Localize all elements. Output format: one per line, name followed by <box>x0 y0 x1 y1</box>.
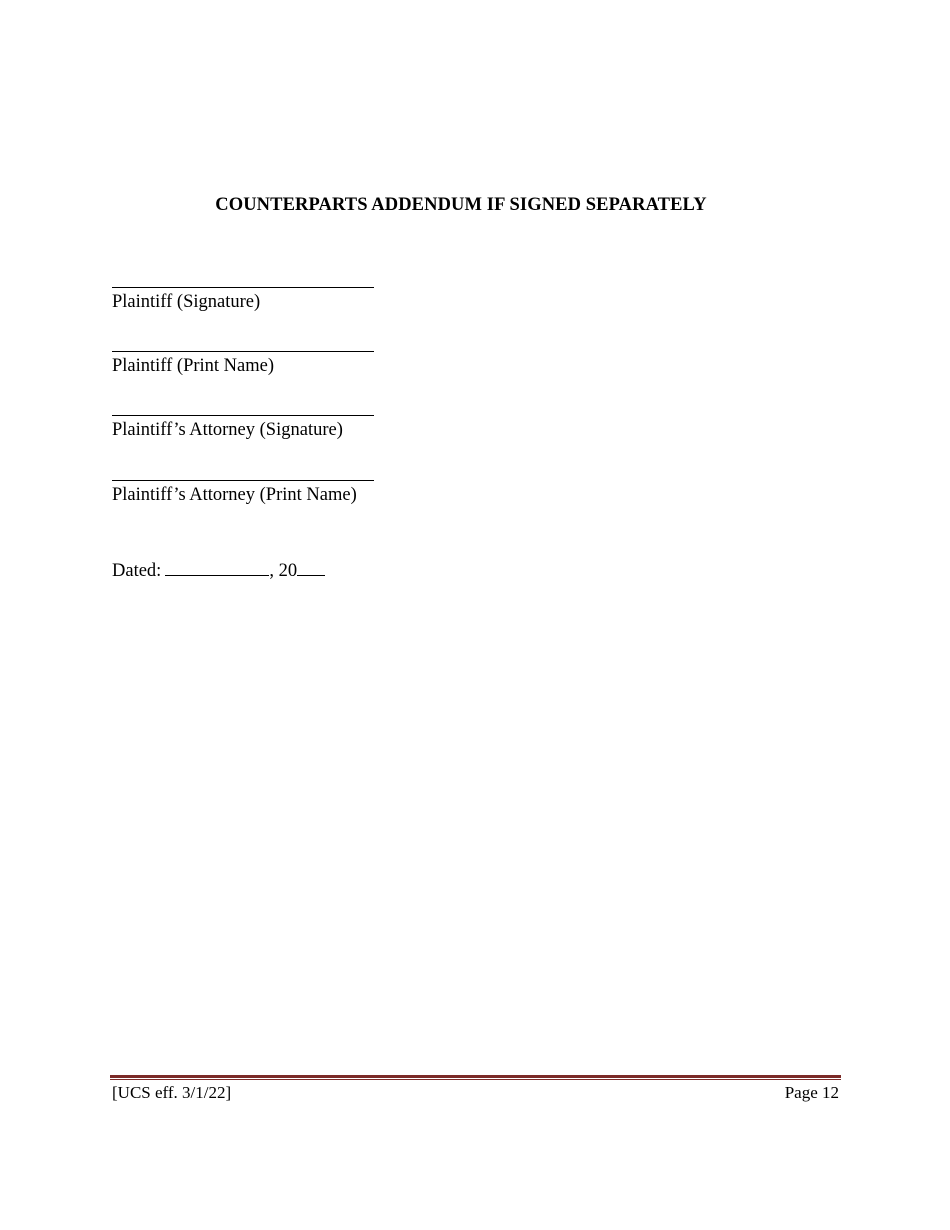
signature-label: Plaintiff (Print Name) <box>112 356 275 376</box>
date-blank[interactable] <box>165 559 269 576</box>
year-prefix: , 20 <box>269 561 298 581</box>
signature-line[interactable] <box>112 415 374 416</box>
signature-label: Plaintiff (Signature) <box>112 292 261 312</box>
page-title: COUNTERPARTS ADDENDUM IF SIGNED SEPARATELY <box>215 195 707 215</box>
footer-page-number: Page 12 <box>784 1083 839 1102</box>
signature-block-attorney-print-name <box>112 480 374 506</box>
signature-block-plaintiff-signature <box>112 287 374 313</box>
footer-revision: [UCS eff. 3/1/22] <box>112 1083 232 1102</box>
signature-label: Plaintiff’s Attorney (Signature) <box>112 420 343 440</box>
dated-label: Dated: <box>112 561 162 581</box>
signature-line[interactable] <box>112 287 374 288</box>
signature-line[interactable] <box>112 480 374 481</box>
footer-rule-thin <box>110 1079 841 1080</box>
footer-rule-thick <box>110 1075 841 1078</box>
year-blank[interactable] <box>297 559 325 576</box>
dated-line <box>112 559 325 582</box>
signature-label: Plaintiff’s Attorney (Print Name) <box>112 485 357 505</box>
signature-line[interactable] <box>112 351 374 352</box>
signature-block-attorney-signature <box>112 415 374 441</box>
footer-rule <box>110 1075 841 1080</box>
signature-block-plaintiff-print-name <box>112 351 374 377</box>
